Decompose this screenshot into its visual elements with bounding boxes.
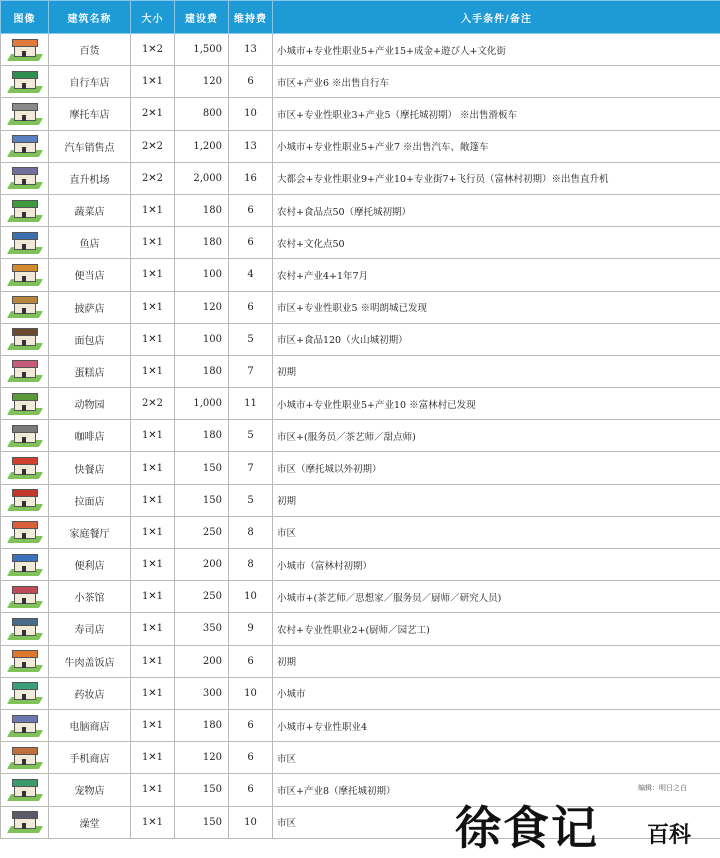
building-icon <box>7 810 43 834</box>
editor-credit: 编辑：明日之白 <box>638 783 687 793</box>
table-row <box>1 677 720 709</box>
building-icon-cell <box>1 774 49 806</box>
building-size: 2✕2 <box>131 130 175 162</box>
building-icon-cell <box>1 162 49 194</box>
table-row <box>1 388 720 420</box>
building-conditions: 市区 <box>273 806 720 838</box>
building-upkeep: 16 <box>229 162 273 194</box>
building-cost: 250 <box>175 581 229 613</box>
table-row <box>1 291 720 323</box>
table-row <box>1 34 720 66</box>
building-icon-cell <box>1 355 49 387</box>
table-row <box>1 162 720 194</box>
building-cost: 120 <box>175 742 229 774</box>
building-name: 牛肉盖饭店 <box>49 645 131 677</box>
table-body <box>1 34 720 839</box>
building-conditions: 小城市（富林村初期） <box>273 549 720 581</box>
building-cost: 120 <box>175 291 229 323</box>
building-cost: 180 <box>175 355 229 387</box>
building-icon-cell <box>1 806 49 838</box>
building-icon <box>7 263 43 287</box>
building-name: 蛋糕店 <box>49 355 131 387</box>
table-row <box>1 806 720 838</box>
building-upkeep: 4 <box>229 259 273 291</box>
building-name: 手机商店 <box>49 742 131 774</box>
table-row <box>1 709 720 741</box>
building-upkeep: 6 <box>229 709 273 741</box>
building-conditions: 小城市+专业性职业5+产业10 ※富林村已发现 <box>273 388 720 420</box>
building-icon-cell <box>1 742 49 774</box>
building-name: 汽车销售点 <box>49 130 131 162</box>
building-conditions: 初期 <box>273 484 720 516</box>
building-conditions: 市区 <box>273 516 720 548</box>
building-conditions: 市区+产业6 ※出售自行车 <box>273 66 720 98</box>
building-name: 家庭餐厅 <box>49 516 131 548</box>
building-icon <box>7 295 43 319</box>
building-conditions: 市区（摩托城以外初期） <box>273 452 720 484</box>
table-row <box>1 259 720 291</box>
building-icon <box>7 681 43 705</box>
building-conditions: 小城市+专业性职业5+产业15+成金+遊び人+文化街 <box>273 34 720 66</box>
table-row <box>1 194 720 226</box>
building-icon-cell <box>1 34 49 66</box>
building-name: 披萨店 <box>49 291 131 323</box>
building-size: 1✕1 <box>131 355 175 387</box>
building-upkeep: 10 <box>229 677 273 709</box>
building-cost: 800 <box>175 98 229 130</box>
building-cost: 180 <box>175 420 229 452</box>
header-cost: 建设费 <box>175 1 229 34</box>
building-size: 1✕1 <box>131 516 175 548</box>
building-conditions: 初期 <box>273 355 720 387</box>
building-upkeep: 13 <box>229 34 273 66</box>
building-name: 便当店 <box>49 259 131 291</box>
building-icon <box>7 38 43 62</box>
building-size: 1✕1 <box>131 484 175 516</box>
building-icon-cell <box>1 130 49 162</box>
building-upkeep: 10 <box>229 806 273 838</box>
building-upkeep: 5 <box>229 484 273 516</box>
building-size: 1✕1 <box>131 66 175 98</box>
building-name: 药妆店 <box>49 677 131 709</box>
building-icon <box>7 456 43 480</box>
building-icon <box>7 134 43 158</box>
building-icon <box>7 424 43 448</box>
building-icon-cell <box>1 677 49 709</box>
table-row <box>1 549 720 581</box>
building-upkeep: 13 <box>229 130 273 162</box>
building-name: 动物园 <box>49 388 131 420</box>
building-size: 2✕1 <box>131 98 175 130</box>
table-row <box>1 420 720 452</box>
building-icon-cell <box>1 291 49 323</box>
building-size: 1✕1 <box>131 259 175 291</box>
table-row <box>1 484 720 516</box>
building-name: 蔬菜店 <box>49 194 131 226</box>
building-name: 面包店 <box>49 323 131 355</box>
building-size: 1✕1 <box>131 452 175 484</box>
building-upkeep: 6 <box>229 227 273 259</box>
building-conditions: 市区+(服务员／茶艺师／甜点师) <box>273 420 720 452</box>
table-row <box>1 323 720 355</box>
building-cost: 180 <box>175 709 229 741</box>
building-name: 寿司店 <box>49 613 131 645</box>
building-cost: 250 <box>175 516 229 548</box>
building-icon <box>7 778 43 802</box>
building-upkeep: 5 <box>229 323 273 355</box>
building-cost: 1,200 <box>175 130 229 162</box>
building-icon-cell <box>1 323 49 355</box>
building-cost: 180 <box>175 194 229 226</box>
building-icon-cell <box>1 420 49 452</box>
building-cost: 150 <box>175 484 229 516</box>
building-size: 1✕1 <box>131 806 175 838</box>
building-conditions: 大都会+专业性职业9+产业10+专业街7+飞行员（富林村初期）※出售直升机 <box>273 162 720 194</box>
building-name: 澡堂 <box>49 806 131 838</box>
building-icon <box>7 649 43 673</box>
header-conditions: 入手条件/备注 <box>273 1 720 34</box>
building-conditions: 市区+产业8（摩托城初期） <box>273 774 720 806</box>
table-row <box>1 66 720 98</box>
building-upkeep: 6 <box>229 645 273 677</box>
table-row <box>1 581 720 613</box>
building-icon-cell <box>1 452 49 484</box>
building-conditions: 农村+文化点50 <box>273 227 720 259</box>
building-icon <box>7 488 43 512</box>
building-icon-cell <box>1 581 49 613</box>
building-conditions: 小城市 <box>273 677 720 709</box>
building-size: 1✕1 <box>131 645 175 677</box>
table-row <box>1 452 720 484</box>
building-upkeep: 9 <box>229 613 273 645</box>
building-icon <box>7 553 43 577</box>
building-cost: 150 <box>175 774 229 806</box>
header-size: 大小 <box>131 1 175 34</box>
building-name: 快餐店 <box>49 452 131 484</box>
building-name: 宠物店 <box>49 774 131 806</box>
building-size: 1✕1 <box>131 774 175 806</box>
building-name: 直升机场 <box>49 162 131 194</box>
header-name: 建筑名称 <box>49 1 131 34</box>
building-icon-cell <box>1 227 49 259</box>
table-row <box>1 774 720 806</box>
building-cost: 150 <box>175 806 229 838</box>
building-size: 1✕1 <box>131 227 175 259</box>
building-size: 1✕1 <box>131 291 175 323</box>
building-upkeep: 6 <box>229 742 273 774</box>
building-cost: 350 <box>175 613 229 645</box>
building-cost: 100 <box>175 259 229 291</box>
table-row <box>1 98 720 130</box>
building-name: 小茶馆 <box>49 581 131 613</box>
building-name: 鱼店 <box>49 227 131 259</box>
building-icon <box>7 746 43 770</box>
watermark-suffix: 百科 <box>647 818 691 849</box>
building-name: 百货 <box>49 34 131 66</box>
building-cost: 180 <box>175 227 229 259</box>
header-row <box>1 1 720 34</box>
building-size: 1✕1 <box>131 742 175 774</box>
building-icon-cell <box>1 66 49 98</box>
building-conditions: 市区+专业性职业3+产业5（摩托城初期） ※出售滑板车 <box>273 98 720 130</box>
building-cost: 300 <box>175 677 229 709</box>
building-upkeep: 5 <box>229 420 273 452</box>
building-size: 1✕2 <box>131 34 175 66</box>
building-icon-cell <box>1 516 49 548</box>
building-size: 1✕1 <box>131 709 175 741</box>
building-icon-cell <box>1 484 49 516</box>
building-cost: 100 <box>175 323 229 355</box>
building-size: 1✕1 <box>131 549 175 581</box>
building-cost: 120 <box>175 66 229 98</box>
building-upkeep: 6 <box>229 291 273 323</box>
table-row <box>1 613 720 645</box>
building-size: 1✕1 <box>131 194 175 226</box>
header-image: 图像 <box>1 1 49 34</box>
building-conditions: 农村+食品点50（摩托城初期） <box>273 194 720 226</box>
building-conditions: 农村+产业4+1年7月 <box>273 259 720 291</box>
table-row <box>1 130 720 162</box>
building-conditions: 市区+专业性职业5 ※明朗城已发现 <box>273 291 720 323</box>
building-conditions: 小城市+专业性职业4 <box>273 709 720 741</box>
watermark-logo: 徐食记 <box>455 792 599 858</box>
building-upkeep: 11 <box>229 388 273 420</box>
building-size: 1✕1 <box>131 581 175 613</box>
building-upkeep: 8 <box>229 549 273 581</box>
building-icon-cell <box>1 613 49 645</box>
building-icon <box>7 70 43 94</box>
building-size: 2✕2 <box>131 388 175 420</box>
building-size: 1✕1 <box>131 323 175 355</box>
building-size: 1✕1 <box>131 420 175 452</box>
building-name: 电脑商店 <box>49 709 131 741</box>
building-icon <box>7 520 43 544</box>
building-icon <box>7 231 43 255</box>
building-conditions: 市区 <box>273 742 720 774</box>
table-row <box>1 355 720 387</box>
table-row <box>1 227 720 259</box>
building-name: 便利店 <box>49 549 131 581</box>
building-icon <box>7 714 43 738</box>
building-icon-cell <box>1 194 49 226</box>
building-upkeep: 6 <box>229 774 273 806</box>
building-icon <box>7 166 43 190</box>
building-cost: 2,000 <box>175 162 229 194</box>
building-upkeep: 10 <box>229 581 273 613</box>
table-row <box>1 742 720 774</box>
building-cost: 1,000 <box>175 388 229 420</box>
building-icon <box>7 392 43 416</box>
building-upkeep: 6 <box>229 66 273 98</box>
building-icon-cell <box>1 549 49 581</box>
building-icon-cell <box>1 259 49 291</box>
building-upkeep: 7 <box>229 452 273 484</box>
building-icon <box>7 617 43 641</box>
building-conditions: 市区+食品120（火山城初期） <box>273 323 720 355</box>
building-cost: 200 <box>175 549 229 581</box>
building-cost: 200 <box>175 645 229 677</box>
header-upkeep: 维持费 <box>229 1 273 34</box>
table-row <box>1 516 720 548</box>
building-conditions: 小城市+(茶艺师／思想家／服务员／厨师／研究人员) <box>273 581 720 613</box>
building-icon <box>7 585 43 609</box>
building-icon-cell <box>1 645 49 677</box>
building-upkeep: 8 <box>229 516 273 548</box>
building-upkeep: 7 <box>229 355 273 387</box>
building-size: 1✕1 <box>131 613 175 645</box>
building-upkeep: 6 <box>229 194 273 226</box>
building-conditions: 初期 <box>273 645 720 677</box>
building-upkeep: 10 <box>229 98 273 130</box>
building-name: 咖啡店 <box>49 420 131 452</box>
building-icon-cell <box>1 709 49 741</box>
building-name: 自行车店 <box>49 66 131 98</box>
building-icon-cell <box>1 98 49 130</box>
building-name: 摩托车店 <box>49 98 131 130</box>
building-icon <box>7 102 43 126</box>
building-icon-cell <box>1 388 49 420</box>
building-size: 2✕2 <box>131 162 175 194</box>
building-icon <box>7 359 43 383</box>
building-icon <box>7 327 43 351</box>
building-size: 1✕1 <box>131 677 175 709</box>
building-conditions: 小城市+专业性职业5+产业7 ※出售汽车、敞篷车 <box>273 130 720 162</box>
table-row <box>1 645 720 677</box>
building-name: 拉面店 <box>49 484 131 516</box>
building-conditions: 农村+专业性职业2+(厨师／园艺工) <box>273 613 720 645</box>
building-cost: 1,500 <box>175 34 229 66</box>
building-cost: 150 <box>175 452 229 484</box>
building-icon <box>7 199 43 223</box>
